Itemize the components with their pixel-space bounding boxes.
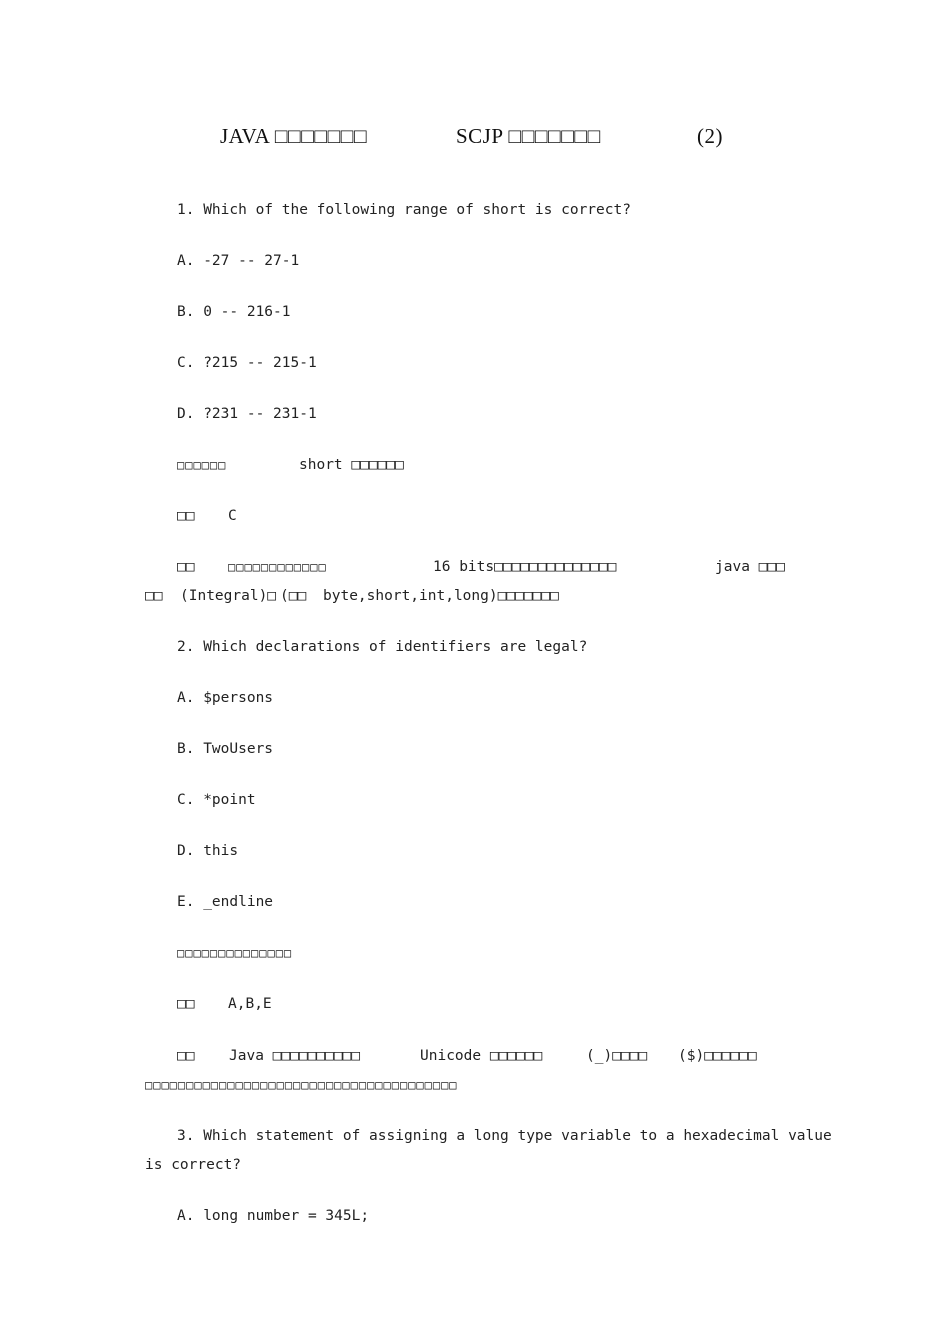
q2-option-c: C. *point xyxy=(177,792,256,808)
q1-explain-2d: byte,short,int,long)□□□□□□□ xyxy=(323,588,559,604)
q1-question: 1. Which of the following range of short is correct? xyxy=(177,202,631,218)
q2-option-a: A. $persons xyxy=(177,690,274,706)
q1-topic-prefix: □□□□□□ xyxy=(177,458,227,472)
q1-explain-2c: (□□ xyxy=(280,588,307,604)
q2-topic: □□□□□□□□□□□□□□ xyxy=(177,946,293,960)
q2-answer-label: □□ xyxy=(177,996,195,1012)
q2-answer: A,B,E xyxy=(228,996,272,1012)
q1-option-a: A. -27 -- 27-1 xyxy=(177,253,300,269)
q2-option-b: B. TwoUsers xyxy=(177,741,274,757)
q3-question-line2: is correct? xyxy=(145,1157,242,1173)
q1-answer-label: □□ xyxy=(177,508,195,524)
q1-explain-label: □□ xyxy=(177,559,195,575)
q2-explain-line2: □□□□□□□□□□□□□□□□□□□□□□□□□□□□□□□□□□□□□□ xyxy=(145,1078,458,1092)
q2-option-d: D. this xyxy=(177,843,239,859)
q2-question: 2. Which declarations of identifiers are legal? xyxy=(177,639,588,655)
q1-option-d: D. ?231 -- 231-1 xyxy=(177,406,317,422)
q1-answer: C xyxy=(228,508,237,524)
q3-question-line1: 3. Which statement of assigning a long type variable to a hexadecimal value xyxy=(177,1128,832,1144)
q1-explain-text: □□□□□□□□□□□□ xyxy=(228,560,327,574)
q1-explain-java: java □□□ xyxy=(715,559,785,575)
title-part-2: SCJP □□□□□□□ xyxy=(456,124,601,148)
title-part-3: (2) xyxy=(697,124,723,148)
q1-option-c: C. ?215 -- 215-1 xyxy=(177,355,317,371)
q1-explain-2a: □□ xyxy=(145,588,163,604)
q2-option-e: E. _endline xyxy=(177,894,274,910)
q3-option-a: A. long number = 345L; xyxy=(177,1208,370,1224)
q2-explain-d: ($)□□□□□□ xyxy=(678,1048,757,1064)
q2-explain-a: Java □□□□□□□□□□ xyxy=(229,1048,360,1064)
q2-explain-c: (_)□□□□ xyxy=(586,1048,648,1064)
q1-topic-word: short □□□□□□ xyxy=(299,457,404,473)
q1-explain-2b: (Integral)□ xyxy=(180,588,277,604)
title-part-1: JAVA □□□□□□□ xyxy=(220,124,368,148)
q1-option-b: B. 0 -- 216-1 xyxy=(177,304,291,320)
q1-explain-bits: 16 bits□□□□□□□□□□□□□□ xyxy=(433,559,617,575)
q2-explain-label: □□ xyxy=(177,1048,195,1064)
q2-explain-b: Unicode □□□□□□ xyxy=(420,1048,543,1064)
